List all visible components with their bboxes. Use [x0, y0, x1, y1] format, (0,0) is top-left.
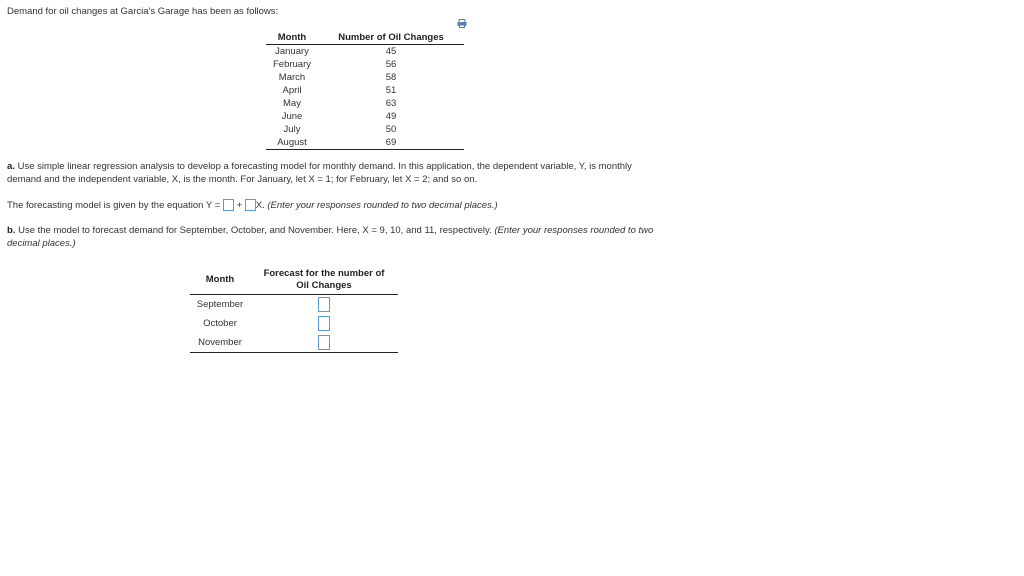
intro-text: Demand for oil changes at Garcia's Garage has been as follows: [7, 6, 279, 17]
forecast-header-line1: Forecast for the number of [263, 267, 385, 279]
forecast-header-month: Month [205, 273, 235, 285]
table-row [266, 45, 464, 59]
part-b-label: b. [7, 225, 16, 236]
header-oil-changes: Number of Oil Changes [338, 32, 444, 43]
value-cell: 45 [385, 46, 397, 57]
part-a-label: a. [7, 161, 15, 172]
part-b-note: (Enter your responses rounded to two [494, 225, 654, 236]
month-cell: January [275, 46, 309, 57]
forecast-table [190, 266, 398, 353]
forecast-month-september: September [196, 298, 244, 310]
part-b-text: Use the model to forecast demand for September, October, and November. Here, X = 9, 10, and 11, respectively. [18, 225, 492, 236]
table-row [190, 333, 398, 353]
equation-line [7, 199, 498, 211]
value-cell: 49 [385, 111, 397, 122]
table-row [266, 110, 464, 123]
value-cell: 56 [385, 59, 397, 70]
forecast-header-value [250, 266, 398, 294]
october-forecast-input[interactable] [318, 316, 330, 331]
month-cell: February [272, 59, 311, 70]
month-cell: June [281, 111, 303, 122]
table-row [190, 294, 398, 314]
table-row [266, 84, 464, 97]
equation-prefix: The forecasting model is given by the equation Y = [7, 200, 221, 211]
part-a-line2: demand and the independent variable, X, is the month. For January, let X = 1; for February, let X = 2; and so on. [7, 174, 478, 185]
part-b-line2: decimal places.) [7, 238, 76, 249]
part-a-line1 [7, 161, 632, 172]
november-forecast-input[interactable] [318, 335, 330, 350]
month-cell: March [278, 72, 306, 83]
forecast-month-november: November [198, 336, 242, 348]
value-cell: 58 [385, 72, 397, 83]
oil-changes-table [266, 31, 464, 150]
part-a-text: Use simple linear regression analysis to develop a forecasting model for monthly demand. In this application, the dependent variable, Y, is monthly [17, 161, 632, 172]
equation-note: (Enter your responses rounded to two decimal places.) [267, 200, 498, 211]
slope-input[interactable] [245, 199, 256, 211]
forecast-header-line2: Oil Changes [296, 279, 352, 291]
intercept-input[interactable] [223, 199, 234, 211]
table-row [266, 71, 464, 84]
header-month: Month [277, 32, 307, 43]
table-row [266, 136, 464, 150]
part-b-line1 [7, 225, 653, 236]
value-cell: 50 [385, 124, 397, 135]
month-cell: July [283, 124, 301, 135]
month-cell: August [277, 137, 307, 148]
value-cell: 63 [385, 98, 397, 109]
equation-plus: + [236, 200, 243, 211]
equation-suffix: X. [255, 200, 265, 211]
september-forecast-input[interactable] [318, 297, 330, 312]
value-cell: 51 [385, 85, 397, 96]
table-row [266, 58, 464, 71]
value-cell: 69 [385, 137, 397, 148]
table-row [190, 314, 398, 333]
table-row [266, 123, 464, 136]
table-row [266, 97, 464, 110]
month-cell: April [282, 85, 302, 96]
month-cell: May [283, 98, 301, 109]
forecast-month-october: October [203, 317, 237, 329]
print-icon[interactable] [457, 19, 467, 28]
